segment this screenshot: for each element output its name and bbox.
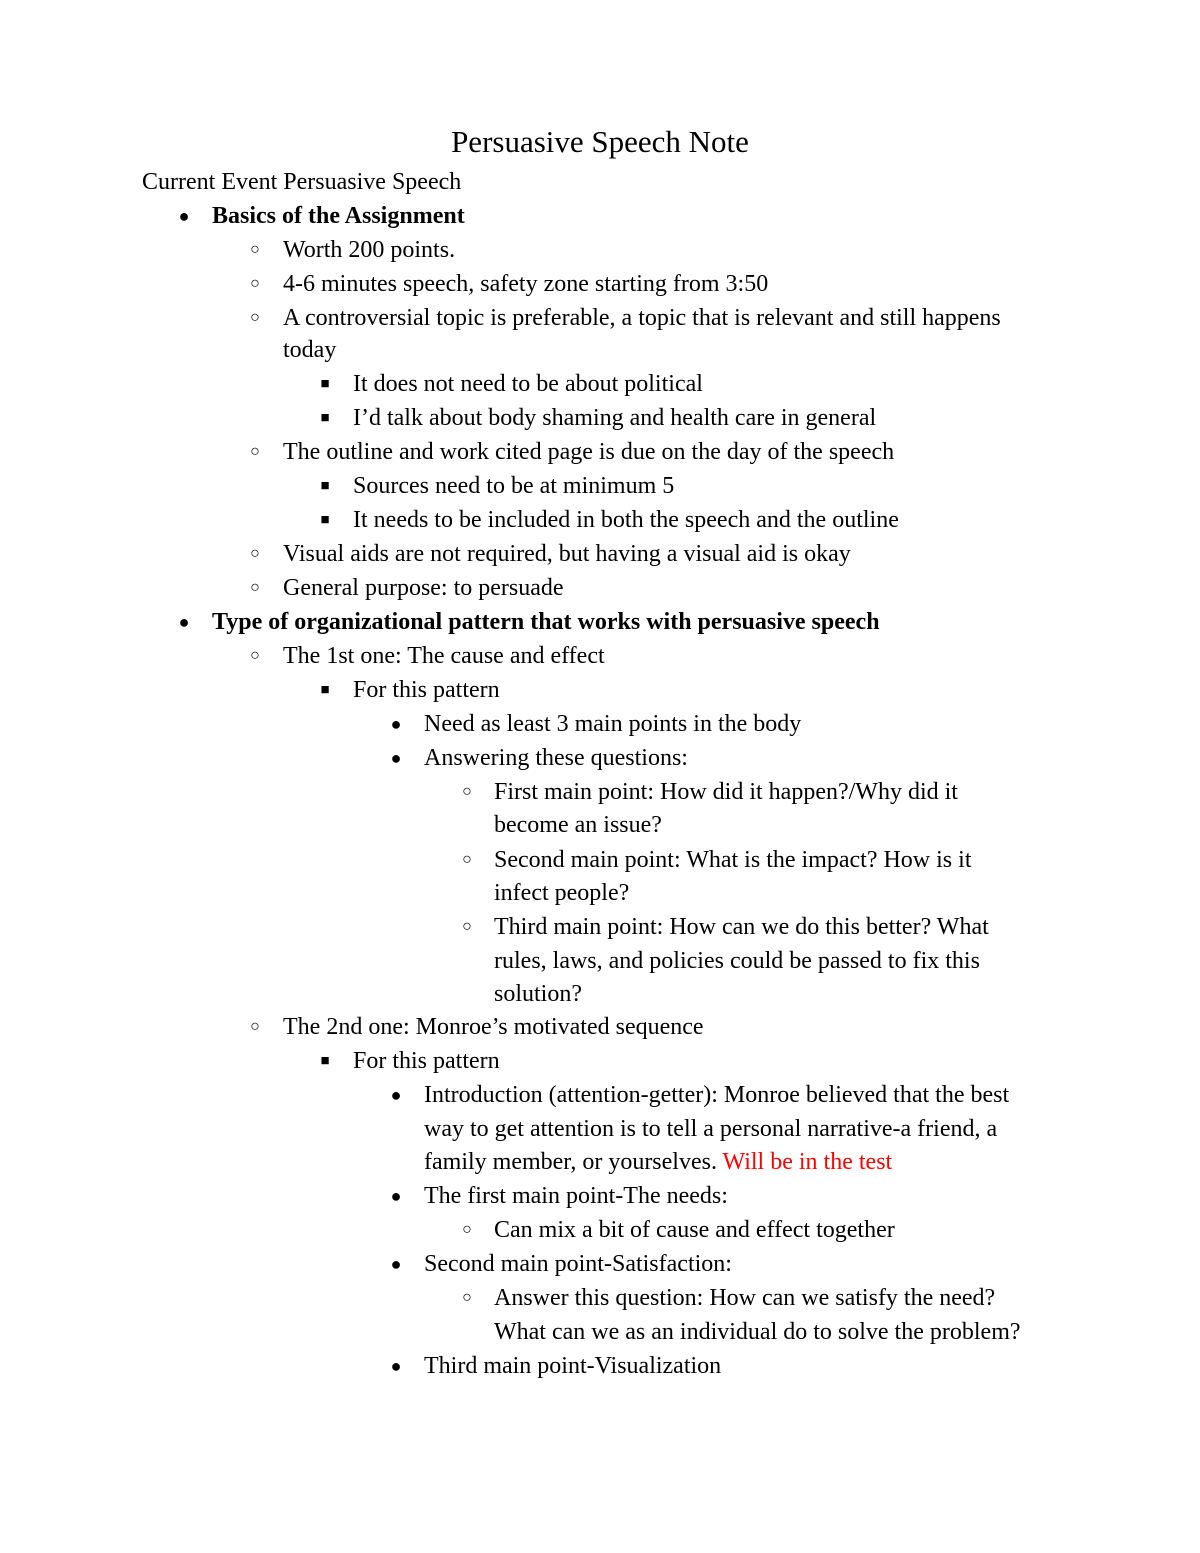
list-item-level2: The 1st one: The cause and effect	[283, 643, 605, 669]
hollow-bullet-icon: ○	[250, 647, 260, 664]
list-item-level4: Answering these questions:	[424, 745, 688, 771]
hollow-bullet-icon: ○	[462, 1289, 472, 1306]
list-item-level2: The outline and work cited page is due on the day of the speech	[283, 439, 895, 465]
list-item-level2: The 2nd one: Monroe’s motivated sequence	[283, 1014, 704, 1040]
document-subtitle: Current Event Persuasive Speech	[142, 169, 462, 195]
list-item-level5: First main point: How did it happen?/Why did it	[494, 779, 958, 805]
list-item-continuation: What can we as an individual do to solve the problem?	[494, 1319, 1021, 1345]
list-item-level4: Second main point-Satisfaction:	[424, 1251, 732, 1277]
list-item-level2: 4-6 minutes speech, safety zone starting from 3:50	[283, 271, 769, 297]
list-item-level4: The first main point-The needs:	[424, 1183, 728, 1209]
list-item-level2: Worth 200 points.	[283, 237, 456, 263]
list-item-level5: Second main point: What is the impact? How is it	[494, 847, 972, 873]
list-item-level3: I’d talk about body shaming and health care in general	[353, 405, 877, 431]
list-item-text: family member, or yourselves.	[424, 1149, 723, 1175]
hollow-bullet-icon: ○	[250, 545, 260, 562]
list-item-level3: For this pattern	[353, 677, 500, 703]
hollow-bullet-icon: ○	[250, 1018, 260, 1035]
list-item-continuation: way to get attention is to tell a personal narrative-a friend, a	[424, 1116, 998, 1142]
filled-bullet-icon: ●	[390, 748, 402, 768]
hollow-bullet-icon: ○	[250, 309, 260, 326]
filled-bullet-icon: ●	[178, 206, 190, 226]
hollow-bullet-icon: ○	[250, 275, 260, 292]
square-bullet-icon: ■	[320, 512, 330, 528]
list-item-level3: It does not need to be about political	[353, 371, 703, 397]
list-item-level1: Type of organizational pattern that works with persuasive speech	[212, 609, 880, 635]
page-title: Persuasive Speech Note	[451, 124, 749, 159]
hollow-bullet-icon: ○	[462, 918, 472, 935]
filled-bullet-icon: ●	[390, 1356, 402, 1376]
list-item-continuation: become an issue?	[494, 812, 662, 838]
hollow-bullet-icon: ○	[462, 783, 472, 800]
list-item-level1: Basics of the Assignment	[212, 203, 465, 229]
list-item-level3: It needs to be included in both the speech and the outline	[353, 507, 899, 533]
list-item-level4: Third main point-Visualization	[424, 1353, 722, 1379]
filled-bullet-icon: ●	[390, 1085, 402, 1105]
test-highlight-note: Will be in the test	[722, 1149, 893, 1175]
list-item-level3: Sources need to be at minimum 5	[353, 473, 675, 499]
square-bullet-icon: ■	[320, 410, 330, 426]
list-item-level4: Need as least 3 main points in the body	[424, 711, 802, 737]
list-item-level4: Introduction (attention-getter): Monroe believed that the best	[424, 1082, 1010, 1108]
square-bullet-icon: ■	[320, 478, 330, 494]
square-bullet-icon: ■	[320, 682, 330, 698]
square-bullet-icon: ■	[320, 1053, 330, 1069]
list-item-level2: A controversial topic is preferable, a topic that is relevant and still happens	[283, 305, 1001, 331]
list-item-continuation: solution?	[494, 981, 582, 1007]
filled-bullet-icon: ●	[178, 612, 190, 632]
hollow-bullet-icon: ○	[250, 241, 260, 258]
list-item-continuation	[424, 1145, 892, 1179]
list-item-level3: For this pattern	[353, 1048, 500, 1074]
hollow-bullet-icon: ○	[462, 1221, 472, 1238]
hollow-bullet-icon: ○	[462, 851, 472, 868]
list-item-continuation: today	[283, 337, 337, 363]
list-item-level2: General purpose: to persuade	[283, 575, 564, 601]
hollow-bullet-icon: ○	[250, 579, 260, 596]
list-item-continuation: rules, laws, and policies could be passed to fix this	[494, 948, 980, 974]
filled-bullet-icon: ●	[390, 714, 402, 734]
filled-bullet-icon: ●	[390, 1186, 402, 1206]
list-item-level5: Third main point: How can we do this better? What	[494, 914, 989, 940]
list-item-level5: Can mix a bit of cause and effect together	[494, 1217, 895, 1243]
square-bullet-icon: ■	[320, 376, 330, 392]
list-item-level5: Answer this question: How can we satisfy the need?	[494, 1285, 996, 1311]
hollow-bullet-icon: ○	[250, 443, 260, 460]
list-item-continuation: infect people?	[494, 880, 630, 906]
filled-bullet-icon: ●	[390, 1254, 402, 1274]
list-item-level2: Visual aids are not required, but having a visual aid is okay	[283, 541, 851, 567]
